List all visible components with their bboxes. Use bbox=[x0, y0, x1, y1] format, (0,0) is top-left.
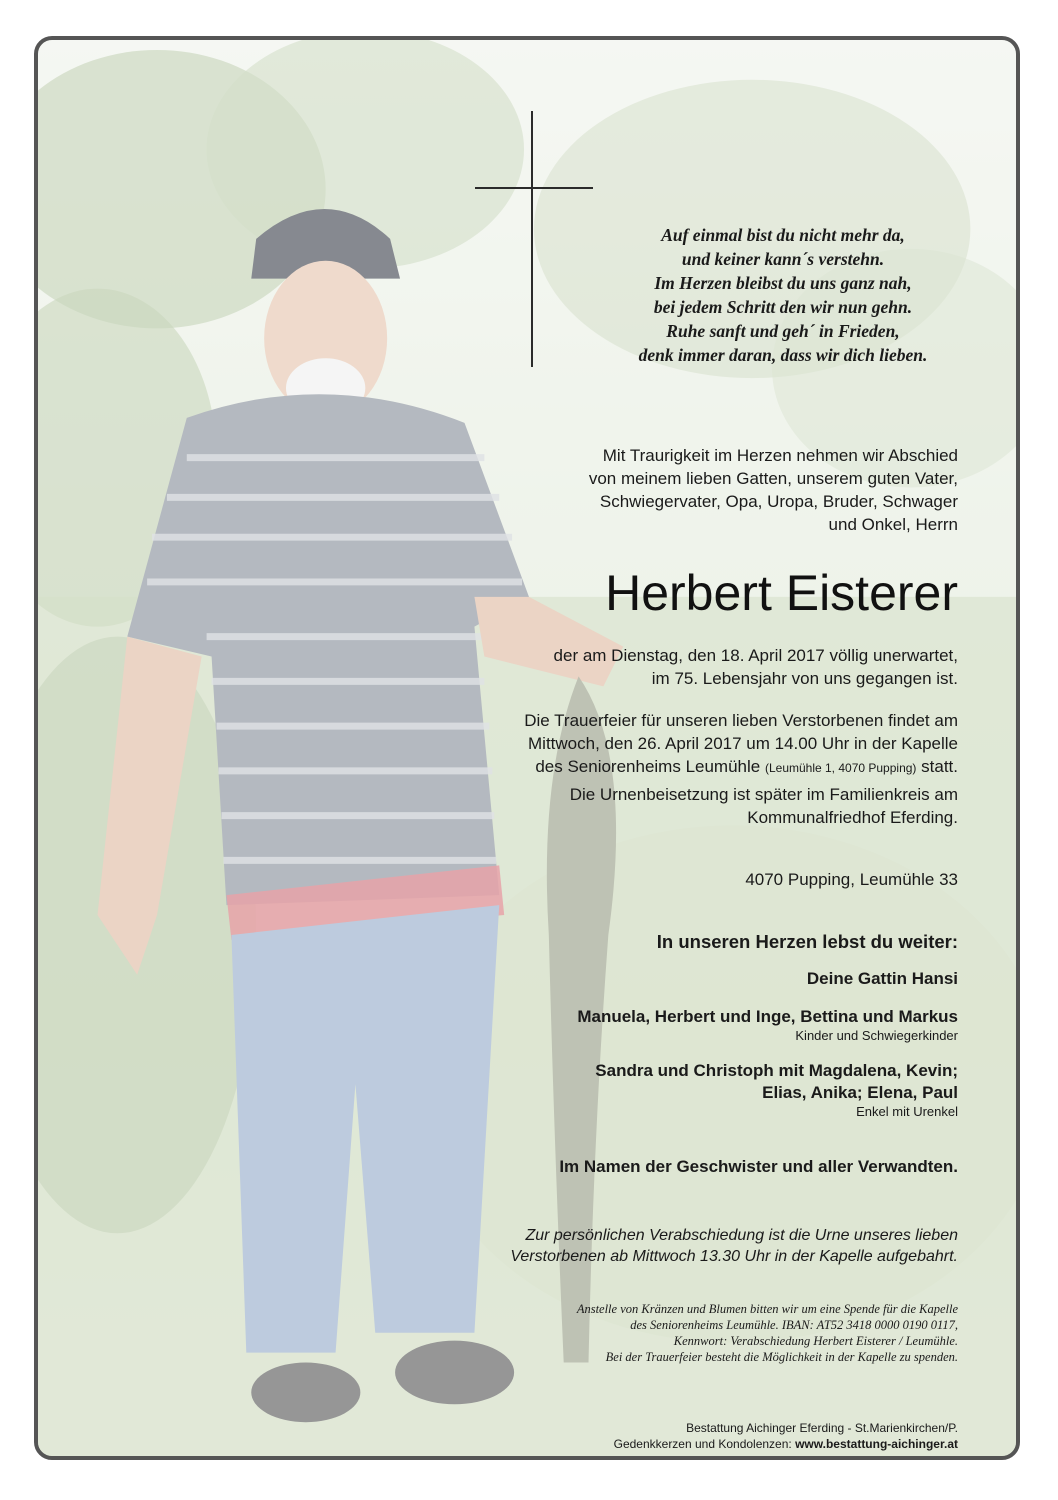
service-line: Mittwoch, den 26. April 2017 um 14.00 Uhr in der Kapelle bbox=[528, 734, 958, 753]
poem-line: bei jedem Schritt den wir nun gehn. bbox=[653, 297, 913, 317]
farewell-line: Zur persönlichen Verabschiedung ist die Urne unseres lieben bbox=[525, 1227, 958, 1244]
donation-line: Kennwort: Verabschiedung Herbert Eisterer / Leumühle. bbox=[673, 1334, 958, 1348]
poem-line: Im Herzen bleibst du uns ganz nah, bbox=[654, 273, 912, 293]
mourners-heading: In unseren Herzen lebst du weiter: bbox=[656, 931, 958, 952]
donation-info bbox=[577, 1301, 958, 1365]
death-notice-line: im 75. Lebensjahr von uns gegangen ist. bbox=[651, 669, 958, 688]
death-notice bbox=[554, 644, 958, 690]
children-names: Manuela, Herbert und Inge, Bettina und Markus bbox=[577, 1007, 958, 1026]
poem-line: Auf einmal bist du nicht mehr da, bbox=[661, 225, 905, 245]
poem-line: und keiner kann´s verstehn. bbox=[681, 249, 885, 269]
urn-line: Die Urnenbeisetzung ist später im Familienkreis am bbox=[569, 785, 958, 804]
service-venue-address: (Leumühle 1, 4070 Pupping) bbox=[764, 761, 917, 775]
cross-icon-bar bbox=[475, 187, 593, 189]
urn-line: Kommunalfriedhof Eferding. bbox=[747, 808, 958, 827]
funeral-home: Bestattung Aichinger Eferding - St.Marienkirchen/P. bbox=[686, 1421, 958, 1435]
memorial-poem bbox=[578, 223, 988, 367]
condolence-label: Gedenkkerzen und Kondolenzen: bbox=[613, 1437, 796, 1451]
mourner-wife: Deine Gattin Hansi bbox=[806, 969, 958, 988]
condolence-link[interactable]: www.bestattung-aichinger.at bbox=[795, 1437, 958, 1451]
intro-line: von meinem lieben Gatten, unserem guten Vater, bbox=[588, 469, 958, 488]
donation-line: Anstelle von Kränzen und Blumen bitten wir um eine Spende für die Kapelle bbox=[576, 1302, 958, 1316]
obituary-card bbox=[34, 36, 1020, 1460]
service-venue: des Seniorenheims Leumühle bbox=[535, 757, 765, 776]
donation-line: des Seniorenheims Leumühle. IBAN: AT52 3418 0000 0190 0117, bbox=[630, 1318, 958, 1332]
intro-line: Schwiegervater, Opa, Uropa, Bruder, Schwager bbox=[599, 492, 958, 511]
intro-text bbox=[589, 444, 958, 536]
footer bbox=[614, 1420, 958, 1452]
grandchildren-names: Elias, Anika; Elena, Paul bbox=[762, 1083, 958, 1102]
service-end: statt. bbox=[916, 757, 958, 776]
farewell-info bbox=[510, 1225, 958, 1267]
intro-line: Mit Traurigkeit im Herzen nehmen wir Abschied bbox=[602, 446, 958, 465]
service-line bbox=[524, 755, 958, 780]
grandchildren-relation: Enkel mit Urenkel bbox=[856, 1104, 958, 1119]
cross-icon bbox=[531, 111, 533, 367]
mourner-grandchildren bbox=[595, 1060, 958, 1119]
death-notice-line: der am Dienstag, den 18. April 2017 völlig unerwartet, bbox=[553, 646, 958, 665]
intro-line: und Onkel, Herrn bbox=[828, 515, 958, 534]
donation-line: Bei der Trauerfeier besteht die Möglichkeit in der Kapelle zu spenden. bbox=[605, 1350, 958, 1364]
deceased-name: Herbert Eisterer bbox=[605, 565, 958, 621]
farewell-line: Verstorbenen ab Mittwoch 13.30 Uhr in der Kapelle aufgebahrt. bbox=[510, 1248, 958, 1265]
poem-line: denk immer daran, dass wir dich lieben. bbox=[638, 345, 928, 365]
mourner-children bbox=[577, 1006, 958, 1043]
grandchildren-names: Sandra und Christoph mit Magdalena, Kevin; bbox=[595, 1061, 958, 1080]
siblings-line: Im Namen der Geschwister und aller Verwandten. bbox=[559, 1157, 958, 1176]
children-relation: Kinder und Schwiegerkinder bbox=[795, 1028, 958, 1043]
family-address: 4070 Pupping, Leumühle 33 bbox=[745, 870, 958, 889]
funeral-service-info bbox=[524, 709, 958, 780]
urn-burial-info bbox=[570, 783, 958, 829]
poem-line: Ruhe sanft und geh´ in Frieden, bbox=[666, 321, 900, 341]
service-line: Die Trauerfeier für unseren lieben Verstorbenen findet am bbox=[524, 711, 958, 730]
condolence-line bbox=[614, 1436, 958, 1452]
